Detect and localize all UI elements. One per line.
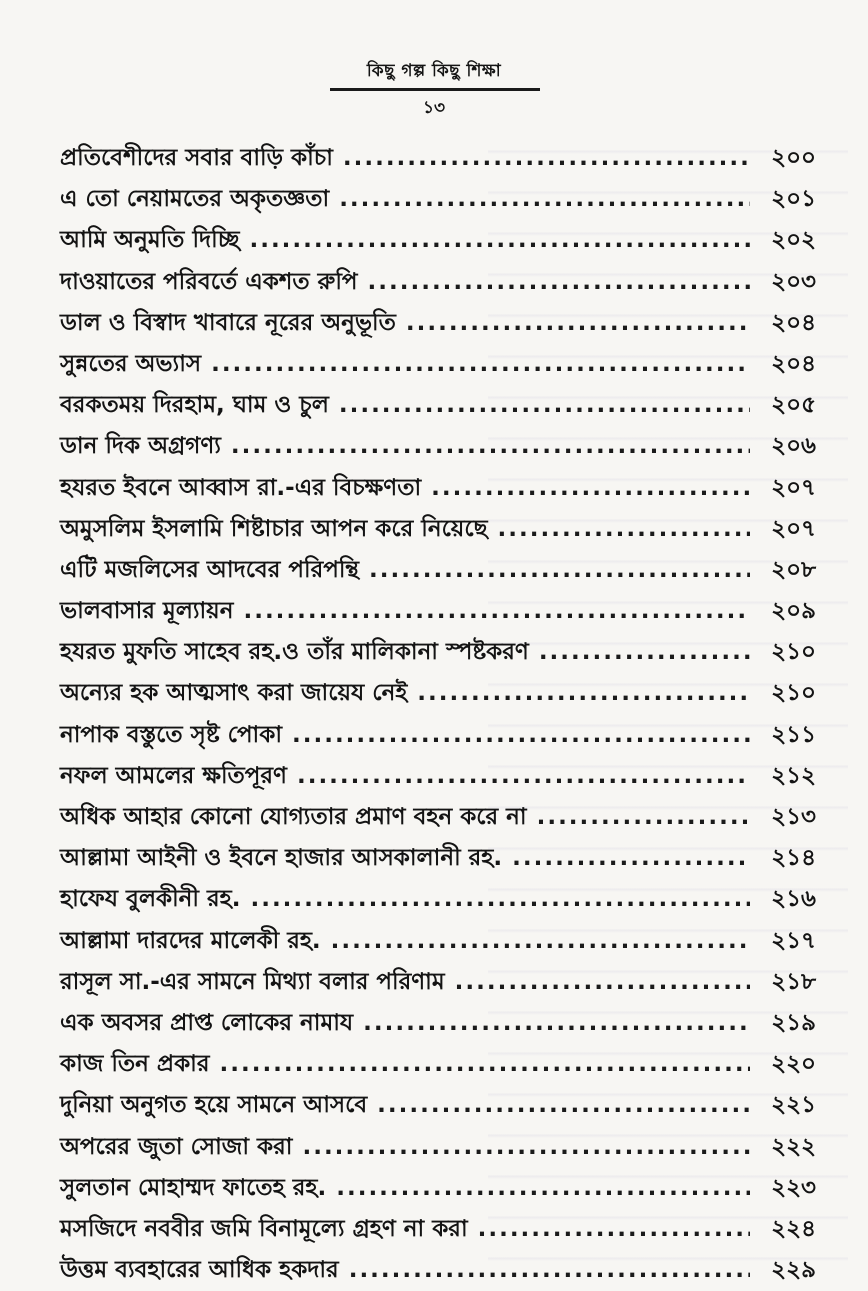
toc-entry-page: ২০৫ — [771, 392, 816, 419]
page-number: ১৩ — [422, 98, 446, 118]
toc-entry-title: নাপাক বস্তুতে সৃষ্ট পোকা — [60, 721, 282, 748]
dot-leader — [211, 344, 750, 385]
toc-entry — [60, 879, 816, 920]
toc-entry — [60, 262, 816, 303]
toc-entry-title: অধিক আহার কোনো যোগ্যতার প্রমাণ বহন করে না — [60, 804, 527, 830]
dot-leader — [537, 797, 750, 838]
toc-entry-title: আল্লামা দারদের মালেকী রহ. — [60, 927, 321, 954]
toc-entry — [60, 179, 816, 220]
toc-entry-page: ২২০ — [771, 1051, 816, 1078]
toc-entry-title: প্রতিবেশীদের সবার বাড়ি কাঁচা — [60, 145, 333, 171]
dot-leader — [336, 1168, 750, 1209]
toc-entry — [60, 591, 816, 632]
toc-entry-title: আমি অনুমতি দিচ্ছি — [60, 227, 240, 254]
toc-entry-title: দাওয়াতের পরিবর্তে একশত রুপি — [60, 268, 358, 295]
dot-leader — [406, 303, 750, 344]
toc-entry — [60, 385, 816, 426]
dot-leader — [292, 715, 750, 756]
toc-entry-title: এক অবসর প্রাপ্ত লোকের নামায — [60, 1009, 354, 1036]
toc-entry-page: ২০৬ — [771, 433, 816, 460]
toc-entry — [60, 1209, 816, 1250]
dot-leader — [417, 673, 750, 714]
dot-leader — [302, 1127, 750, 1168]
toc-entry — [60, 1250, 816, 1291]
toc-entry — [60, 344, 816, 385]
toc-entry-page: ২১৩ — [771, 804, 816, 830]
toc-entry-page: ২০১ — [771, 186, 816, 213]
toc-entry-title: নফল আমলের ক্ষতিপূরণ — [60, 762, 287, 789]
toc-entry-title: অন্যের হক আত্মসাৎ করা জায়েয নেই — [60, 680, 408, 707]
header-rule — [330, 88, 540, 91]
dot-leader — [220, 1044, 751, 1085]
toc-entry — [60, 509, 816, 550]
toc-entry-page: ২১২ — [771, 762, 816, 789]
toc-entry-title: হযরত ইবনে আব্বাস রা.-এর বিচক্ষণতা — [60, 474, 422, 501]
toc-entry-title: ডাল ও বিস্বাদ খাবারে নূরের অনুভূতি — [60, 309, 396, 336]
toc-entry-page: ২০৯ — [771, 598, 816, 625]
dot-leader — [363, 1003, 750, 1044]
dot-leader — [331, 921, 750, 962]
toc-entry-page: ২০৭ — [771, 474, 816, 501]
toc-entry-title: ভালবাসার মূল্যায়ন — [60, 598, 234, 625]
toc-entry — [60, 921, 816, 962]
toc-entry-page: ২২৩ — [771, 1174, 816, 1201]
toc-entry-page: ২২৪ — [771, 1215, 816, 1242]
toc-entry — [60, 220, 816, 261]
dot-leader — [231, 426, 750, 467]
toc-entry — [60, 1127, 816, 1168]
dot-leader — [377, 1085, 750, 1126]
toc-entry-page: ২১১ — [771, 721, 816, 748]
toc-entry-title: হাফেয বুলকীনী রহ. — [60, 886, 241, 913]
toc-entry-title: ডান দিক অগ্রগণ্য — [60, 433, 221, 460]
dot-leader — [250, 879, 750, 920]
toc-entry-page: ২১৪ — [771, 845, 816, 872]
dot-leader — [539, 632, 750, 673]
toc-entry-page: ২০৩ — [771, 268, 816, 295]
toc-entry — [60, 756, 816, 797]
toc-entry-title: বরকতময় দিরহাম, ঘাম ও চুল — [60, 392, 329, 419]
toc-entry-title: উত্তম ব্যবহারের আধিক হকদার — [60, 1257, 339, 1284]
toc-entry-title: অপরের জুতা সোজা করা — [60, 1133, 293, 1160]
toc-entry-page: ২১৭ — [771, 927, 816, 954]
toc-entry — [60, 1085, 816, 1126]
dot-leader — [249, 220, 750, 261]
toc-entry-title: অমুসলিম ইসলামি শিষ্টাচার আপন করে নিয়েছে — [60, 515, 488, 542]
toc-entry-title: সুলতান মোহাম্মদ ফাতেহ রহ. — [60, 1174, 327, 1201]
toc-entry — [60, 673, 816, 714]
toc-entry-title: সুন্নতের অভ্যাস — [60, 350, 202, 377]
running-header — [0, 58, 868, 92]
book-title: কিছু গল্প কিছু শিক্ষা — [366, 61, 502, 81]
toc-entry-title: রাসূল সা.-এর সামনে মিথ্যা বলার পরিণাম — [60, 968, 445, 995]
toc-entry — [60, 550, 816, 591]
dot-leader — [343, 138, 750, 179]
toc-entry-title: কাজ তিন প্রকার — [60, 1051, 210, 1078]
toc-entry — [60, 426, 816, 467]
toc-entry-page: ২২৯ — [771, 1257, 816, 1284]
dot-leader — [339, 385, 750, 426]
toc-entry — [60, 632, 816, 673]
dot-leader — [243, 591, 750, 632]
toc-entry-page: ২১০ — [771, 639, 816, 666]
toc-entry-page: ২২১ — [771, 1092, 816, 1119]
toc-entry — [60, 1044, 816, 1085]
toc-entry-page: ২০৭ — [771, 515, 816, 542]
dot-leader — [297, 756, 750, 797]
toc-entry-page: ২১০ — [771, 680, 816, 707]
toc-entry-title: মসজিদে নববীর জমি বিনামূল্যে গ্রহণ না করা — [60, 1215, 468, 1242]
toc-entry-title: হযরত মুফতি সাহেব রহ.ও তাঁর মালিকানা স্পষ্টকরণ — [60, 639, 529, 666]
toc-entry — [60, 1003, 816, 1044]
dot-leader — [431, 468, 750, 509]
dot-leader — [369, 550, 750, 591]
toc-entry-page: ২০২ — [771, 227, 816, 254]
toc-entry-page: ২০৪ — [771, 309, 816, 336]
toc-entry-page: ২১৯ — [771, 1009, 816, 1036]
toc-entry — [60, 838, 816, 879]
toc-entry-page: ২১৮ — [771, 968, 816, 995]
toc-entry-page: ২২২ — [771, 1133, 816, 1160]
toc-entry-title: আল্লামা আইনী ও ইবনে হাজার আসকালানী রহ. — [60, 845, 503, 872]
toc-entry — [60, 468, 816, 509]
toc-entry — [60, 797, 816, 838]
dot-leader — [478, 1209, 750, 1250]
toc-entry — [60, 715, 816, 756]
toc-entry-page: ২০৮ — [771, 556, 816, 583]
toc-entry — [60, 138, 816, 179]
toc-entry — [60, 962, 816, 1003]
toc-entry — [60, 1168, 816, 1209]
toc-entry-title: দুনিয়া অনুগত হয়ে সামনে আসবে — [60, 1092, 368, 1119]
dot-leader — [455, 962, 750, 1003]
toc-entry-title: এ তো নেয়ামতের অকৃতজ্ঞতা — [60, 186, 330, 213]
toc-entry-page: ২১৬ — [771, 886, 816, 913]
dot-leader — [349, 1250, 750, 1291]
dot-leader — [339, 179, 750, 220]
dot-leader — [498, 509, 750, 550]
table-of-contents — [60, 138, 816, 1291]
toc-entry-page: ২০০ — [771, 145, 816, 171]
dot-leader — [368, 262, 750, 303]
dot-leader — [512, 838, 750, 879]
toc-entry — [60, 303, 816, 344]
toc-entry-page: ২০৪ — [771, 350, 816, 377]
toc-entry-title: এটি মজলিসের আদবের পরিপন্থি — [60, 556, 360, 583]
